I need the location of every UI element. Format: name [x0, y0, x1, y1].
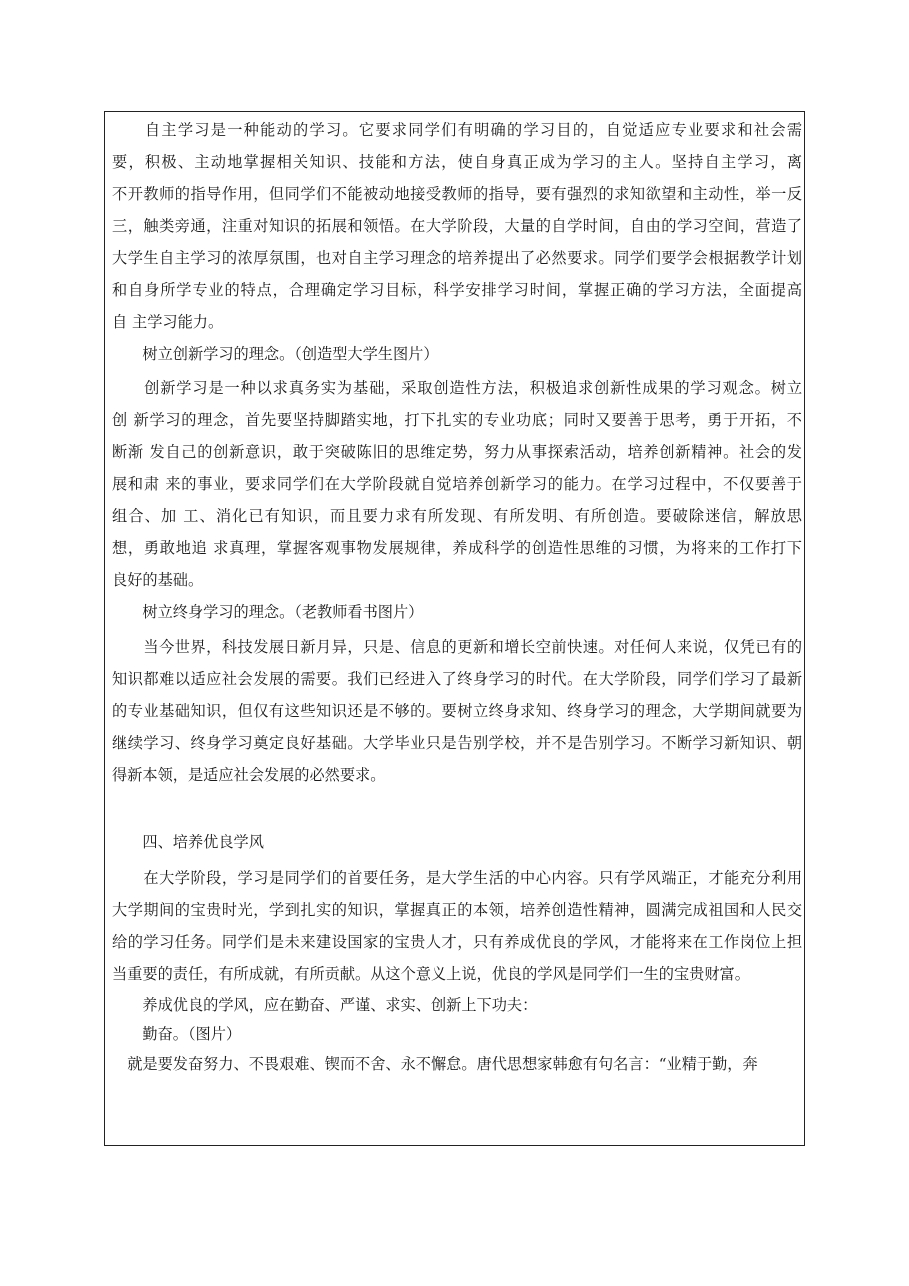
section-heading: 四、培养优良学风 — [112, 833, 264, 851]
section-heading: 树立创新学习的理念。（创造型大学生图片） — [112, 345, 439, 363]
body-text-line: 当重要的责任，有所成就，有所贡献。从这个意义上说，优良的学风是同学们一生的宝贵财富。 — [112, 965, 750, 983]
body-text-line: 当今世界，科技发展日新月异，只是、信息的更新和增长空前快速。对任何人来说，仅凭已有的 — [112, 638, 802, 656]
body-text-line: 大学生自主学习的浓厚氛围，也对自主学习理念的培养提出了必然要求。同学们要学会根据教学计划 — [112, 249, 802, 267]
body-text-line: 自 主学习能力。 — [112, 313, 224, 331]
body-text-line: 就是要发奋努力、不畏艰难、锲而不舍、永不懈怠。唐代思想家韩愈有句名言：“业精于勤，奔 — [112, 1055, 758, 1073]
body-text-line: 想，勇敢地追 求真理，掌握客观事物发展规律，养成科学的创造性思维的习惯，为将来的工作打下 — [112, 539, 802, 557]
body-text-line: 养成优良的学风，应在勤奋、严谨、求实、创新上下功夫： — [112, 996, 538, 1014]
body-text-line: 断渐 发自己的创新意识，敢于突破陈旧的思维定势，努力从事探索活动，培养创新精神。社会的发 — [112, 443, 802, 461]
body-text-line: 和自身所学专业的特点，合理确定学习目标，科学安排学习时间，掌握正确的学习方法，全面提高 — [112, 281, 802, 299]
body-text-line: 得新本领，是适应社会发展的必然要求。 — [112, 766, 386, 784]
body-text-line: 良好的基础。 — [112, 571, 204, 589]
body-text-line: 勤奋。（图片） — [112, 1025, 242, 1043]
body-text-line: 三，触类旁通，注重对知识的拓展和领悟。在大学阶段，大量的自学时间，自由的学习空间，营造了 — [112, 217, 802, 235]
body-text-line: 给的学习任务。同学们是未来建设国家的宝贵人才，只有养成优良的学风，才能将来在工作岗位上担 — [112, 933, 802, 951]
body-text-line: 知识都难以适应社会发展的需要。我们已经进入了终身学习的时代。在大学阶段，同学们学习了最新 — [112, 670, 802, 688]
body-text-line: 大学期间的宝贵时光，学到扎实的知识，掌握真正的本领，培养创造性精神，圆满完成祖国和人民交 — [112, 901, 802, 919]
body-text-line: 不开教师的指导作用，但同学们不能被动地接受教师的指导，要有强烈的求知欲望和主动性，举一反 — [112, 185, 802, 203]
body-text-line: 创 新学习的理念，首先要坚持脚踏实地，打下扎实的专业功底；同时又要善于思考，勇于开拓，不 — [112, 411, 802, 429]
body-text-line: 组合、加 工、消化已有知识，而且要力求有所发现、有所发明、有所创造。要破除迷信，解放思 — [112, 507, 802, 525]
body-text-line: 在大学阶段，学习是同学们的首要任务，是大学生活的中心内容。只有学风端正，才能充分利用 — [112, 869, 802, 887]
body-text-line: 要，积极、主动地掌握相关知识、技能和方法，使自身真正成为学习的主人。坚持自主学习，离 — [112, 153, 802, 171]
body-text-line: 创新学习是一种以求真务实为基础，采取创造性方法，积极追求创新性成果的学习观念。树立 — [112, 379, 802, 397]
body-text-line: 展和肃 来的事业，要求同学们在大学阶段就自觉培养创新学习的能力。在学习过程中，不仅要善于 — [112, 475, 802, 493]
section-heading: 树立终身学习的理念。（老教师看书图片） — [112, 603, 424, 621]
body-text-line: 继续学习、终身学习奠定良好基础。大学毕业只是告别学校，并不是告别学习。不断学习新知识、朝 — [112, 734, 802, 752]
body-text-line: 的专业基础知识，但仅有这些知识还是不够的。要树立终身求知、终身学习的理念，大学期间就要为 — [112, 702, 802, 720]
body-text-line: 自主学习是一种能动的学习。它要求同学们有明确的学习目的，自觉适应专业要求和社会需 — [112, 121, 802, 139]
